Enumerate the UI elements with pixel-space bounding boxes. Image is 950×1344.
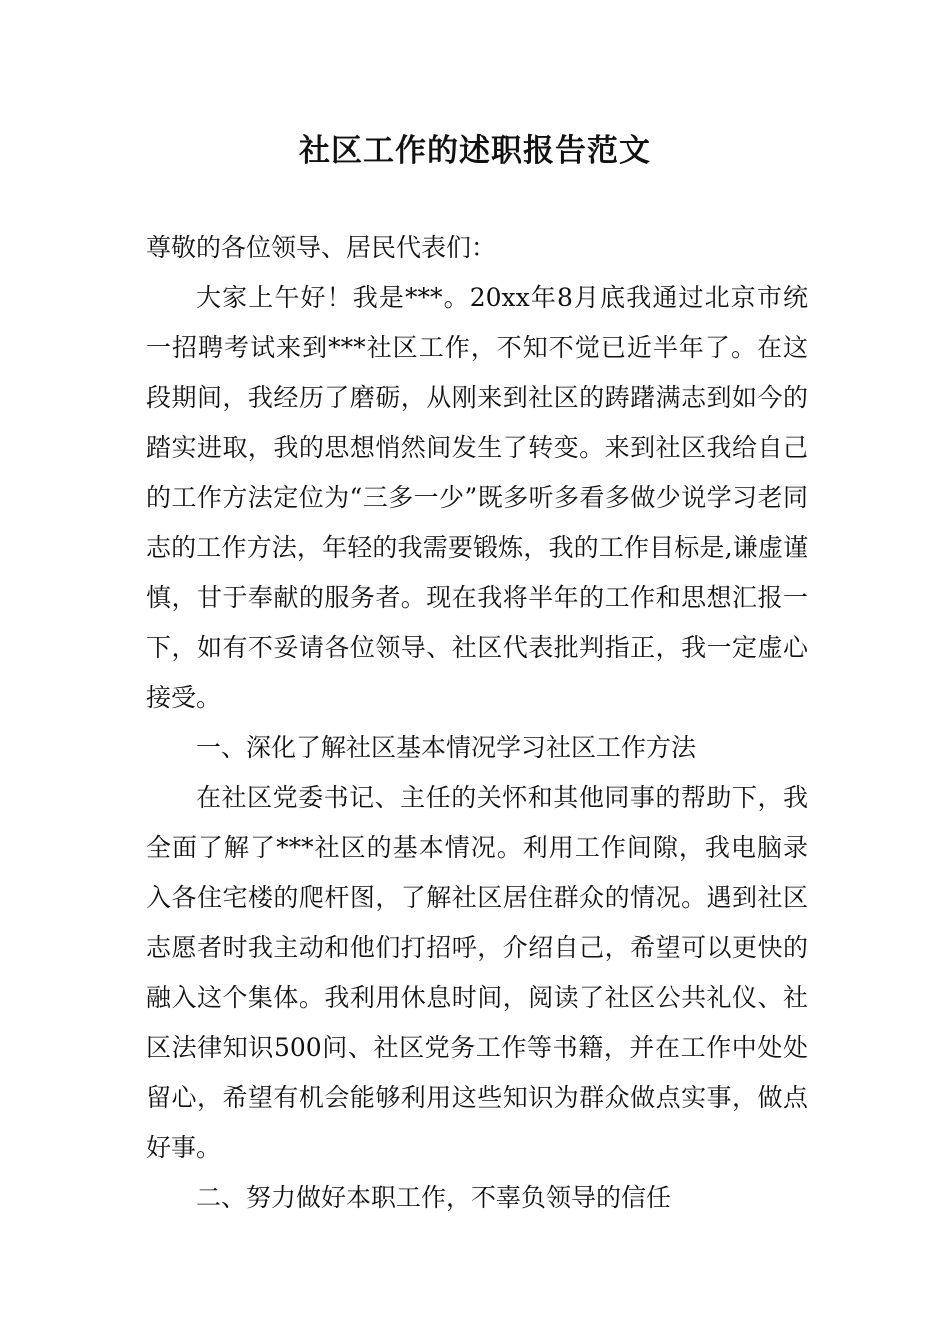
section-heading-2: 二、努力做好本职工作，不辜负领导的信任 [196,1183,672,1212]
paragraph-intro: 大家上午好！我是***。20xx年8月底我通过北京市统一招聘考试来到***社区工作，不知不觉已近半年了。在这段期间，我经历了磨砺，从刚来到社区的踌躇满志到如今的踏实进取，我的思想悄然间发生了转变。来到社区我给自己的工作方法定位为“三多一少”既多听多看多做少说学习老同志的工作方法，年轻的我需要锻炼，我的工作目标是,谦虚谨慎，甘于奉献的服务者。现在我将半年的工作和思想汇报一下，如有不妥请各位领导、社区代表批判指正，我一定虚心接受。 [146,283,808,712]
document-title: 社区工作的述职报告范文 [299,133,651,169]
paragraph-section-1: 在社区党委书记、主任的关怀和其他同事的帮助下，我全面了解了***社区的基本情况。利用工作间隙，我电脑录入各住宅楼的爬杆图，了解社区居住群众的情况。遇到社区志愿者时我主动和他们打招呼，介绍自己，希望可以更快的融入这个集体。我利用休息时间，阅读了社区公共礼仪、社区法律知识500问、社区党务工作等书籍，并在工作中处处留心，希望有机会能够利用这些知识为群众做点实事，做点好事。 [146,783,808,1162]
salutation: 尊敬的各位领导、居民代表们： [146,233,497,262]
section-heading-1: 一、深化了解社区基本情况学习社区工作方法 [196,733,697,762]
document-body [146,223,808,1223]
